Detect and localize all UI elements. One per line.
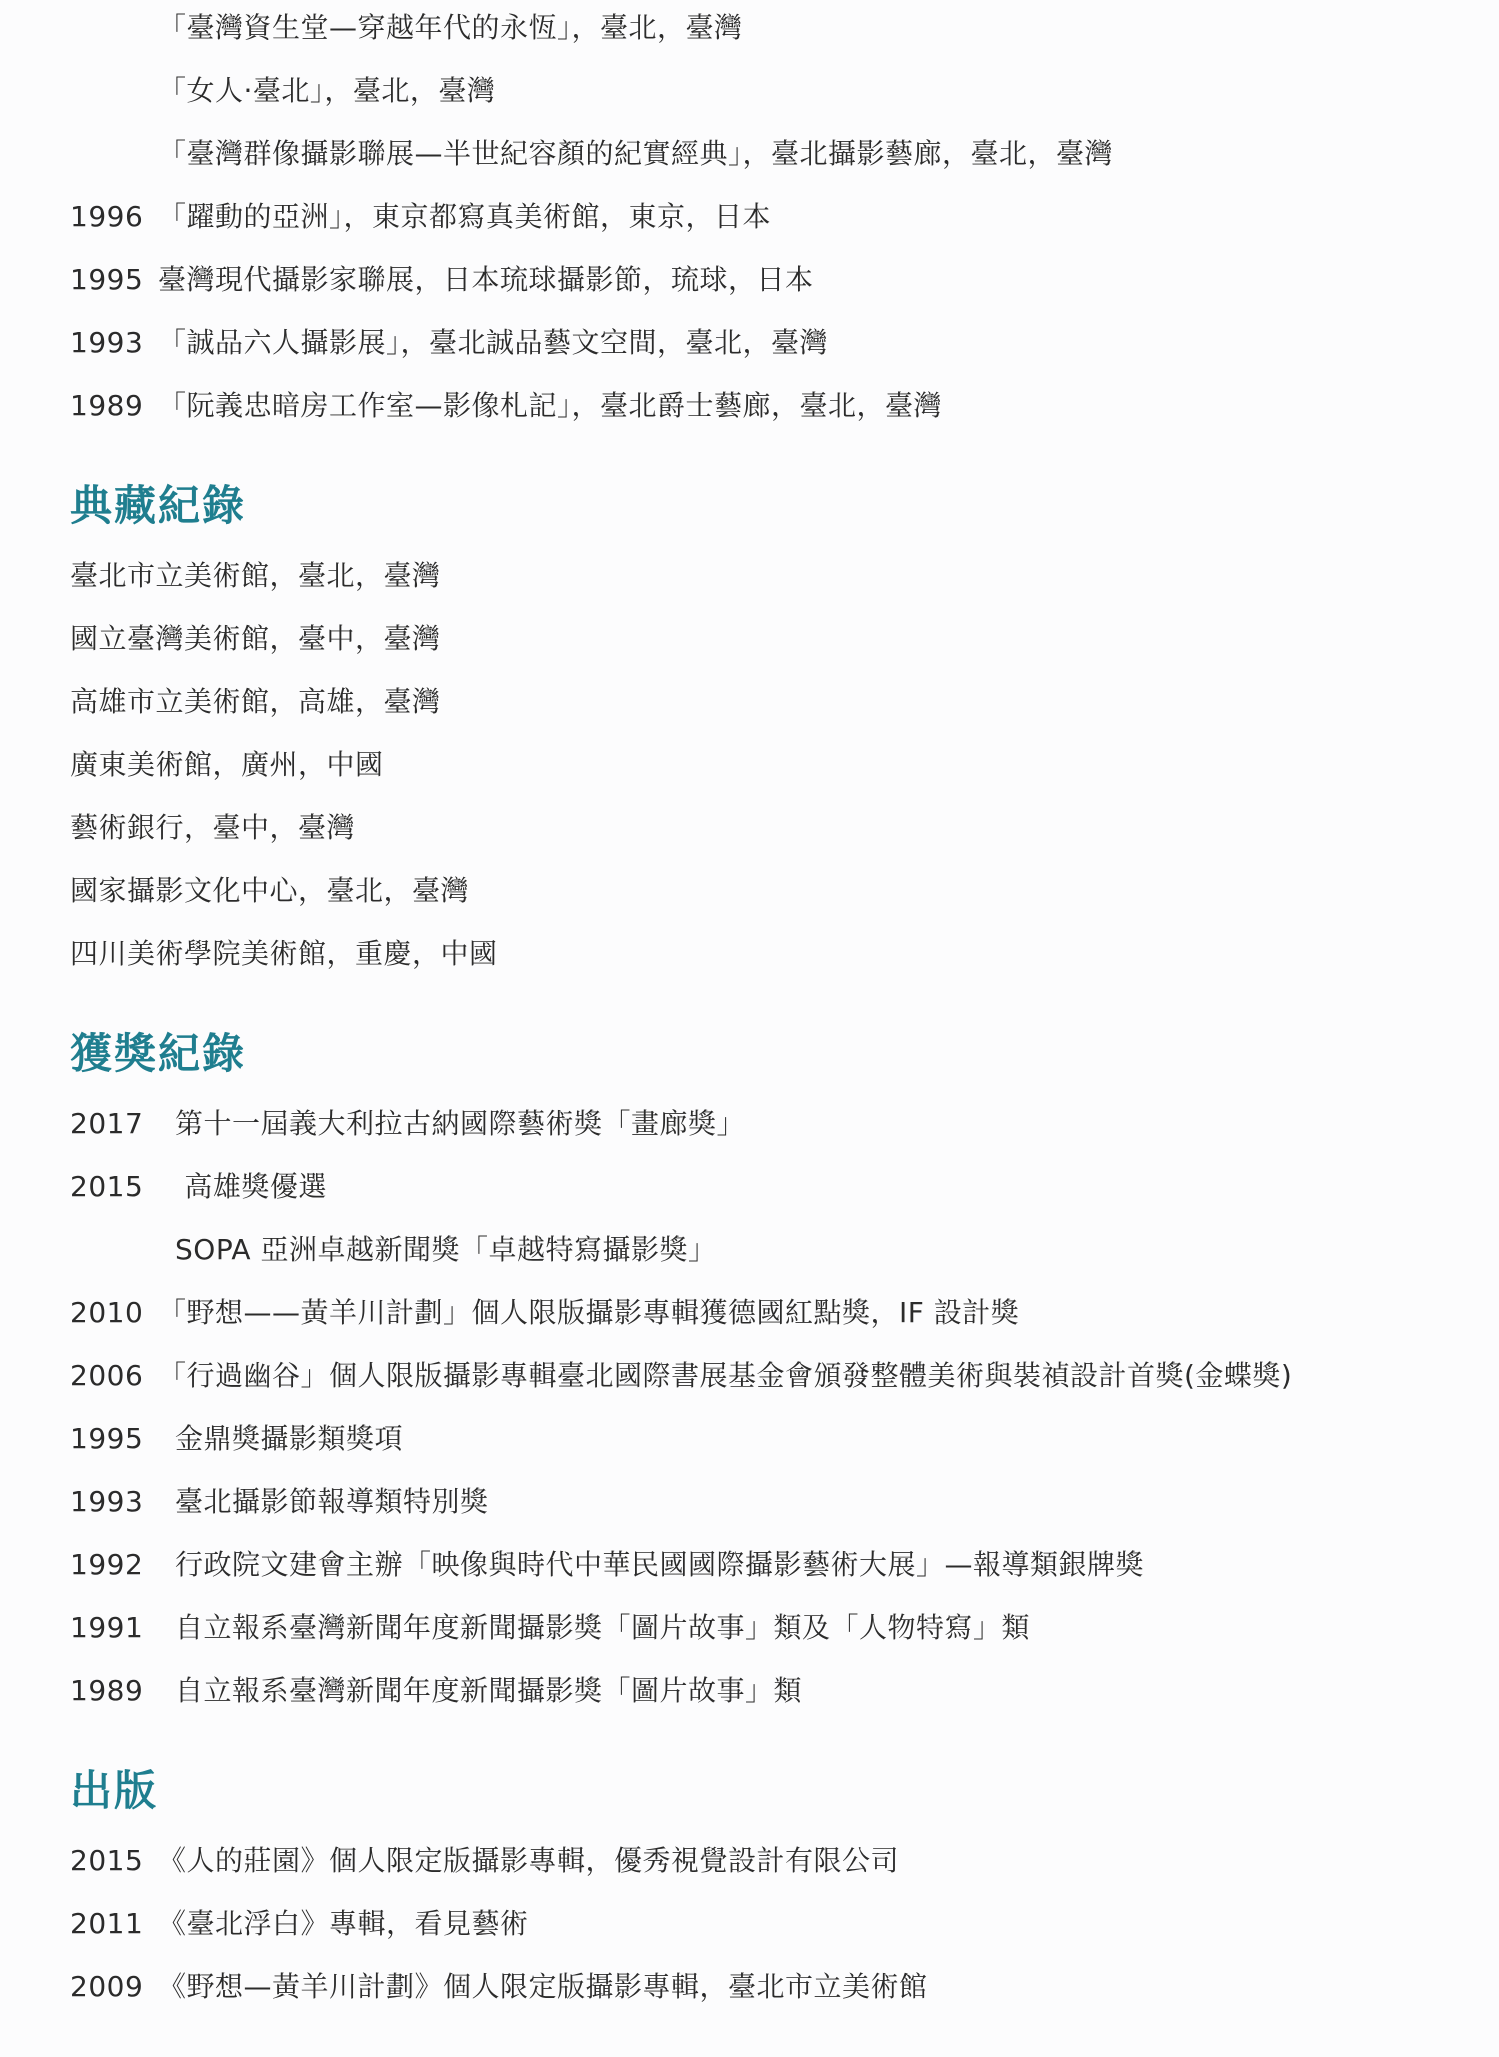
exhibition-text: 「臺灣資生堂—穿越年代的永恆」，臺北，臺灣 [158,11,743,44]
award-item [70,1608,1030,1648]
award-text: 「行過幽谷」個人限版攝影專輯臺北國際書展基金會頒發整體美術與裝禎設計首獎(金蝶獎) [158,1359,1293,1392]
exhibition-year: 1993 [70,326,144,359]
collection-item: 藝術銀行，臺中，臺灣 [70,811,356,844]
award-item [70,1419,403,1459]
exhibition-year: 1989 [70,389,144,422]
publication-item [70,1841,899,1881]
award-text: 自立報系臺灣新聞年度新聞攝影獎「圖片故事」類 [175,1674,803,1707]
award-year: 2010 [70,1296,144,1329]
awards-heading: 獲獎紀錄 [70,1029,247,1078]
award-text: SOPA 亞洲卓越新聞獎「卓越特寫攝影獎」 [175,1233,717,1266]
exhibition-item [70,197,771,237]
award-item [70,1167,327,1207]
award-year: 1992 [70,1548,144,1581]
award-item [70,1545,1144,1585]
exhibition-text: 「臺灣群像攝影聯展—半世紀容顏的紀實經典」，臺北攝影藝廊，臺北，臺灣 [158,137,1114,170]
publication-text: 《人的莊園》個人限定版攝影專輯，優秀視覺設計有限公司 [158,1844,900,1877]
award-text: 行政院文建會主辦「映像與時代中華民國國際攝影藝術大展」—報導類銀牌獎 [175,1548,1145,1581]
award-year: 1991 [70,1611,144,1644]
award-text: 臺北攝影節報導類特別獎 [175,1485,489,1518]
exhibition-text: 「誠品六人攝影展」，臺北誠品藝文空間，臺北，臺灣 [158,326,829,359]
award-text: 自立報系臺灣新聞年度新聞攝影獎「圖片故事」類及「人物特寫」類 [175,1611,1031,1644]
publication-item [70,1967,928,2007]
collection-item: 高雄市立美術館，高雄，臺灣 [70,685,441,718]
award-year: 1993 [70,1485,144,1518]
publication-year: 2011 [70,1907,144,1940]
publications-heading: 出版 [70,1766,159,1815]
award-item [70,1230,716,1270]
collection-item: 廣東美術館，廣州，中國 [70,748,384,781]
award-text: 「野想——黃羊川計劃」個人限版攝影專輯獲德國紅點獎，IF 設計獎 [158,1296,1020,1329]
collection-item: 國家攝影文化中心，臺北，臺灣 [70,874,470,907]
collection-item: 四川美術學院美術館，重慶，中國 [70,937,498,970]
collection-item: 臺北市立美術館，臺北，臺灣 [70,559,441,592]
award-year: 1995 [70,1422,144,1455]
award-year: 2017 [70,1107,144,1140]
award-year: 2006 [70,1359,144,1392]
publication-item [70,1904,529,1944]
award-item [70,1482,489,1522]
publication-year: 2015 [70,1844,144,1877]
award-item [70,1293,1019,1333]
award-text: 高雄獎優選 [175,1170,327,1203]
exhibition-item [70,323,828,363]
exhibition-text: 臺灣現代攝影家聯展，日本琉球攝影節，琉球，日本 [158,263,814,296]
exhibition-item [70,8,743,48]
exhibition-item [70,71,495,111]
publication-year: 2009 [70,1970,144,2003]
exhibition-year: 1995 [70,263,144,296]
exhibition-year: 1996 [70,200,144,233]
collection-item: 國立臺灣美術館，臺中，臺灣 [70,622,441,655]
award-year: 1989 [70,1674,144,1707]
exhibition-item [70,134,1113,174]
award-item [70,1356,1292,1396]
exhibition-text: 「阮義忠暗房工作室—影像札記」，臺北爵士藝廊，臺北，臺灣 [158,389,943,422]
exhibition-text: 「躍動的亞洲」，東京都寫真美術館，東京，日本 [158,200,772,233]
award-item [70,1671,802,1711]
publication-text: 《野想—黃羊川計劃》個人限定版攝影專輯，臺北市立美術館 [158,1970,928,2003]
award-text: 金鼎獎攝影類獎項 [175,1422,404,1455]
collections-heading: 典藏紀錄 [70,481,247,530]
publication-text: 《臺北浮白》專輯，看見藝術 [158,1907,529,1940]
award-year: 2015 [70,1170,144,1203]
award-item [70,1104,745,1144]
exhibition-item [70,386,942,426]
exhibition-text: 「女人·臺北」，臺北，臺灣 [158,74,496,107]
award-text: 第十一屆義大利拉古納國際藝術獎「畫廊獎」 [175,1107,746,1140]
exhibition-item [70,260,814,300]
